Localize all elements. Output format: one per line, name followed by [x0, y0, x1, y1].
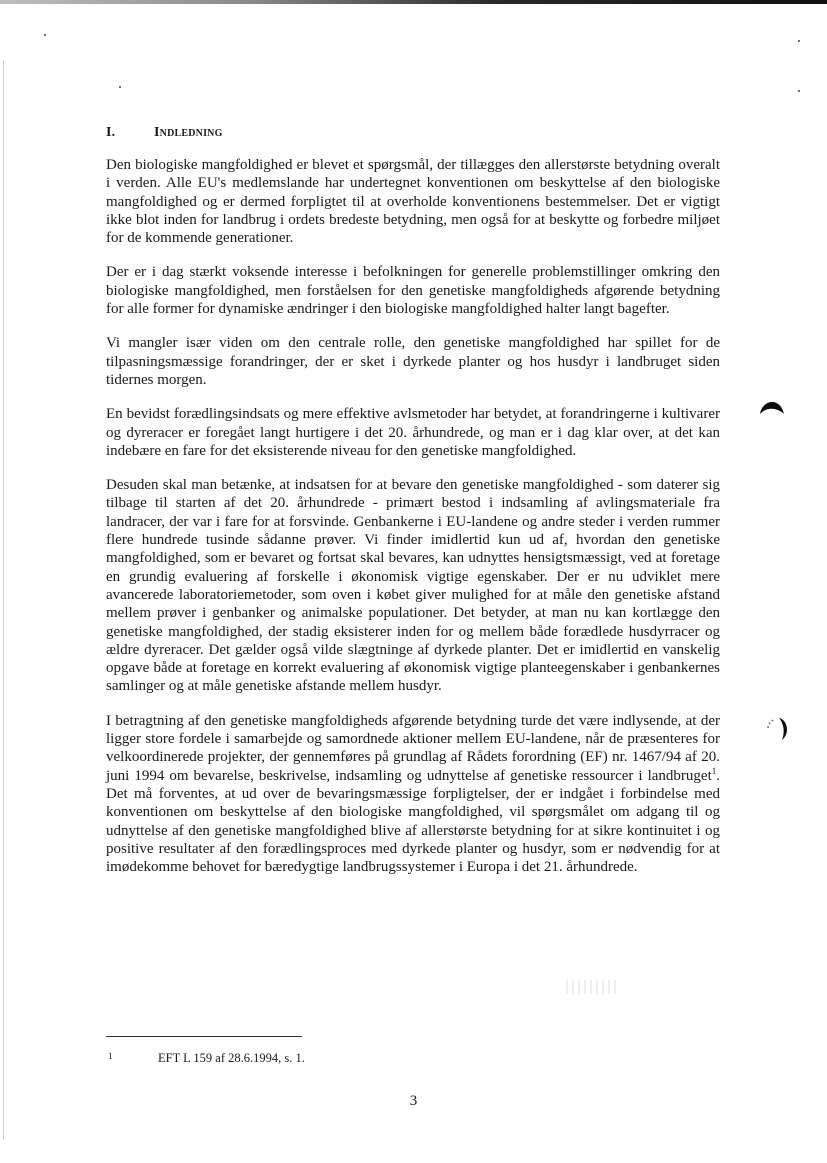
scan-speck	[119, 86, 121, 88]
scan-speck	[798, 90, 800, 92]
footnote-text: EFT L 159 af 28.6.1994, s. 1.	[158, 1051, 305, 1065]
paragraph: Desuden skal man betænke, at indsatsen for at bevare den genetiske mangfoldighed - som daterer sig tilbage til starten af det 20. århundrede - primært bestod i indsamling af avlingsmateriale fra landracer, der var i fare for at forsvinde. Genbankerne i EU-landene og andre steder i verden rummer flere hundrede tusinde sådanne prøver. Vi finder imidlertid kun ud af, hvordan den genetiske mangfoldighed, som er bevaret og fortsat skal bevares, kan udnyttes hensigtsmæssigt, ved at foretage en grundig evaluering af forskelle i økonomisk vigtige egenskaber. Der er nu udviklet mere avancerede laboratoriemetoder, som oven i købet giver mulighed for at måle den genetiske afstand mellem prøver i genbanker og animalske populationer. Det betyder, at man nu kan kortlægge den genetiske mangfoldighed, der stadig eksisterer inden for og mellem både forædlede husdyrracer og ældre dyreracer. Det gælder også vilde slægtninge af dyrkede planter. Det er imidlertid en vanskelig opgave både at foretage en korrekt evaluering af økonomisk vigtige planteegenskaber i genbankernes samlinger og at måle genetiske afstande mellem husdyr.	[106, 477, 720, 695]
body-text	[106, 156, 720, 892]
paragraph	[106, 712, 720, 877]
paragraph: Der er i dag stærkt voksende interesse i befolkningen for generelle problemstillinger omkring den biologiske mangfoldighed, men forståelsen for den genetiske mangfoldigheds afgørende betydning for alle former for dynamiske ændringer i den biologiske mangfoldighed halter langt bagefter.	[106, 264, 720, 318]
paragraph: Vi mangler især viden om den centrale rolle, den genetiske mangfoldighed har spillet for de tilpasningsmæssige forandringer, der er sket i dyrkede planter og hos husdyr i landbruget siden tidernes morgen.	[106, 335, 720, 388]
scan-speck	[798, 40, 800, 42]
scan-left-edge	[3, 60, 4, 1140]
footnote-mark: 1	[108, 1051, 113, 1061]
page-number: 3	[409, 1093, 418, 1109]
paragraph: Den biologiske mangfoldighed er blevet et spørgsmål, der tillægges den allerstørste betydning overalt i verden. Alle EU's medlemslande har undertegnet konventionen om beskyttelse af den biologiske mangfoldighed og er dermed forpligtet til at overholde konventionens bestemmelser. Det er vigtigt ikke blot inden for landbrug i ordets bredeste betydning, men også for at beskytte og forbedre miljøet for de kommende generationer.	[106, 157, 720, 247]
punch-hole-mark	[758, 394, 786, 418]
section-number: I.	[106, 125, 116, 140]
footnote-reference: 1	[711, 765, 717, 776]
punch-hole-mark	[762, 714, 792, 742]
scan-speck	[44, 34, 46, 36]
footnote	[108, 1051, 305, 1066]
paragraph-text: I betragtning af den genetiske mangfoldigheds afgørende betydning turde det være indlysende, at der ligger store fordele i samarbejde og samordnede aktioner mellem EU-landene, når de præsenteres for velkoordinerede projekter, der gennemføres på grundlag af Rådets forordning (EF) nr. 1467/94 af 20. juni 1994 om bevarelse, beskrivelse, indsamling og udnyttelse af genetiske ressourcer i landbruget	[106, 712, 720, 784]
paragraph-text: . Det må forventes, at ud over de bevaringsmæssige forpligtelser, der er indgået i forbindelse med konventionen om beskyttelse af den biologiske mangfoldighed, vil spørgsmålet om adgang til og udnyttelse af den genetiske mangfoldighed blive af allerstørste betydning for at sikre kontinuitet i og positive resultater af den forædlingsproces med dyrkede planter og husdyr, som er nødvendig for at imødekomme behovet for bæredygtige landbrugssystemer i Europa i det 21. århundrede.	[106, 767, 720, 876]
scan-top-edge	[0, 0, 827, 4]
scan-smudge	[566, 980, 616, 994]
footnote-separator	[106, 1036, 302, 1037]
section-title: Indledning	[154, 125, 223, 140]
paragraph: En bevidst forædlingsindsats og mere effektive avlsmetoder har betydet, at forandringerne i kultivarer og dyreracer er foregået langt hurtigere i det 20. århundrede, og man er i dag klar over, at det kan indebære en fare for det eksisterende niveau for den genetiske mangfoldighed.	[106, 406, 720, 459]
section-heading	[106, 125, 223, 141]
